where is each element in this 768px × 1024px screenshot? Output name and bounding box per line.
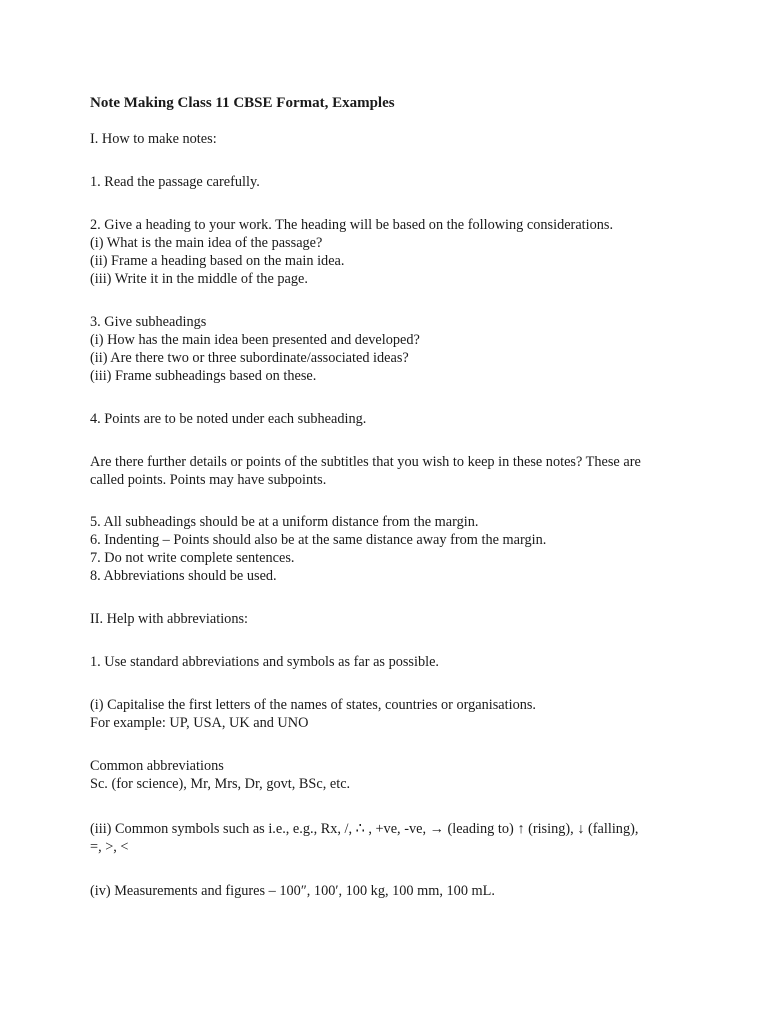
common-symbols-line-1: (iii) Common symbols such as i.e., e.g., Rx, /, ∴ , +ve, -ve, → (leading to) ↑ (rising), ↓ (falling), [90, 821, 639, 837]
step-2-item-i: (i) What is the main idea of the passage? [90, 235, 323, 251]
step-3-item-i: (i) How has the main idea been presented and developed? [90, 332, 420, 348]
step-3: 3. Give subheadings [90, 314, 207, 330]
step-8: 8. Abbreviations should be used. [90, 568, 277, 584]
points-paragraph-line-1: Are there further details or points of the subtitles that you wish to keep in these notes? These are [90, 454, 641, 470]
common-abbreviations-heading: Common abbreviations [90, 758, 224, 774]
step-2-item-iii: (iii) Write it in the middle of the page. [90, 271, 308, 287]
section-heading-abbreviations: II. Help with abbreviations: [90, 611, 249, 627]
step-6: 6. Indenting – Points should also be at the same distance away from the margin. [90, 532, 547, 548]
step-1: 1. Read the passage carefully. [90, 174, 260, 190]
abbreviation-rule-1: 1. Use standard abbreviations and symbols as far as possible. [90, 654, 440, 670]
step-3-item-ii: (ii) Are there two or three subordinate/associated ideas? [90, 350, 409, 366]
section-heading-how-to-make-notes: I. How to make notes: [90, 131, 217, 147]
step-2-item-ii: (ii) Frame a heading based on the main idea. [90, 253, 345, 269]
step-4: 4. Points are to be noted under each subheading. [90, 411, 367, 427]
document-title: Note Making Class 11 CBSE Format, Examples [90, 95, 395, 111]
step-5: 5. All subheadings should be at a uniform distance from the margin. [90, 514, 479, 530]
common-abbreviations-list: Sc. (for science), Mr, Mrs, Dr, govt, BSc, etc. [90, 776, 351, 792]
measurements-line: (iv) Measurements and figures – 100″, 100′, 100 kg, 100 mm, 100 mL. [90, 883, 495, 899]
common-symbols-line-2: =, >, < [90, 839, 129, 855]
step-2: 2. Give a heading to your work. The heading will be based on the following considerations. [90, 217, 614, 233]
step-7: 7. Do not write complete sentences. [90, 550, 295, 566]
step-3-item-iii: (iii) Frame subheadings based on these. [90, 368, 317, 384]
points-paragraph-line-2: called points. Points may have subpoints. [90, 472, 327, 488]
abbreviation-rule-i-example: For example: UP, USA, UK and UNO [90, 715, 309, 731]
abbreviation-rule-i: (i) Capitalise the first letters of the names of states, countries or organisations. [90, 697, 537, 713]
